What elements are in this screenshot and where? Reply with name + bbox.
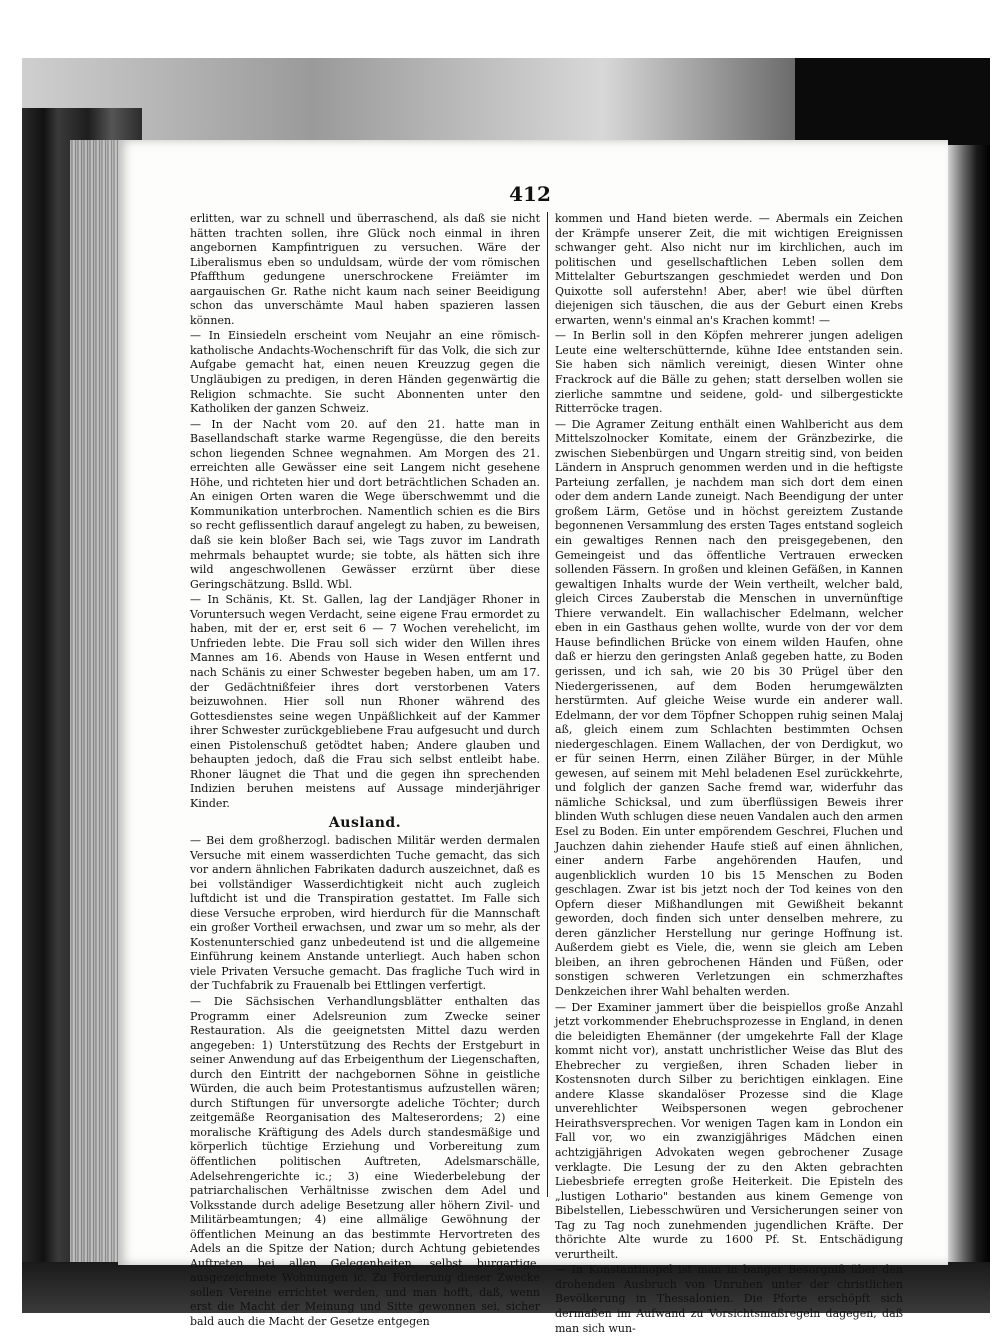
- article-paragraph: — In Konstantinopel ist man in banger Besorgniß über den drohenden Ausbruch von Unruhen unter der christlichen Bevölkerung in Thessalonien. Die Pforte erschöpft sich dermaßen im Aufwand zu Vorsichtsmaßregeln dagegen, daß man sich wun-: [555, 1263, 903, 1335]
- article-paragraph: — Die Sächsischen Verhandlungsblätter enthalten das Programm einer Adelsreunion zum Zwecke seiner Restauration. Als die geeignetsten Mittel dazu werden angegeben: 1) Unterstützung des Rechts der Erstgeburt in seiner Anwendung auf das Erbeigenthum der Liegenschaften, durch den Eintritt der nachgebornen Söhne in geistliche Würden, die auch beim Protestantismus aufzustellen wären; durch Stiftungen für unversorgte adeliche Töchter; durch zeitgemäße Reorganisation des Malteserordens; 2) eine moralische Kräftigung des Adels durch standesmäßige und körperlich tüchtige Erziehung und Vorbereitung zum öffentlichen politischen Auftreten, Adelsmarschälle, Adelsehrengerichte ic.; 3) eine Wiederbelebung der patriarchalischen Verhältnisse zwischen dem Adel und Volksstande durch adelige Besetzung aller höhern Zivil- und Militärbeamtungen; 4) eine allmälige Gewöhnung der öffentlichen Meinung an das bestimmte Hervortreten des Adels an die Spitze der Nation; durch Achtung gebietendes Auftreten bei allen Gelegenheiten, selbst burgartige, ausgezeichnete Wohnungen ic. Zu Förderung dieser Zwecke sollen Vereine errichtet werden, und man hofft, daß, wenn erst die Macht der Meinung und Sitte gewonnen sei, sicher bald auch die Macht der Gesetze entgegen: [190, 994, 540, 1329]
- article-paragraph: — In Berlin soll in den Köpfen mehrerer jungen adeligen Leute eine welterschütternde, kühne Idee entstanden sein. Sie haben sich nämlich vereinigt, diesen Winter ohne Frackrock auf die Bälle zu gehen; statt derselben wollen sie zierliche sammtne und seidene, gold- und silbergestickte Ritterröcke tragen.: [555, 329, 903, 416]
- section-heading: Ausland.: [328, 815, 402, 832]
- article-paragraph: — Der Examiner jammert über die beispiellos große Anzahl jetzt vorkommender Ehebruchsprozesse in England, in denen die beleidigten Ehemänner (der umgekehrte Fall der Klage kommt nicht vor), anstatt unchristlicher Weise das Blut des Ehebrecher zu vergießen, ihren Schaden lieber in Kostensnoten durch Silber zu berichtigen einklagen. Eine andere Klasse skandalöser Prozesse sind die Klage unverehlichter Weibspersonen wegen gebrochener Heirathsversprechen. Vor wenigen Tagen kam in London ein Fall vor, wo ein zwanzigjähriges Mädchen einen achtzigjährigen Advokaten wegen gebrochener Zusage verklagte. Die Lesung der zu den Akten gebrachten Liebesbriefe erregten große Heiterkeit. Die Episteln des „lustigen Lothario" bestanden aus kinem Gemenge von Bibelstellen, Liebesschwüren und Versicherungen seiner von Tag zu Tag noch zunehmenden jugendlichen Kräfte. Der thörichte Alte wurde zu 1600 Pf. St. Entschädigung verurtheilt.: [555, 1000, 903, 1261]
- column-divider: [547, 212, 548, 1197]
- book-right-edge: [945, 145, 990, 1313]
- page-number: 412: [509, 182, 551, 206]
- article-paragraph: — Die Agramer Zeitung enthält einen Wahlbericht aus dem Mittelszolnocker Komitate, einem der Gränzbezirke, die zwischen Siebenbürgen und Ungarn streitig sind, von beiden Ländern in Anspruch genommen werden und in die heftigste Parteiung zerfallen, je nachdem man sich dort dem einen oder dem andern Lande zuneigt. Nach Beendigung der unter großem Lärm, Getöse und in höchst gereiztem Zustande begonnenen Versammlung des ersten Tages entstand sogleich ein gewaltiges Rennen nach den preisgegebenen, den Gemeingeist und das öffentliche Vertrauen erwecken sollenden Fässern. In großen und kleinen Gefäßen, in Kannen gewaltigen Inhalts wurde der Wein vertheilt, welcher bald, gleich Circes Zauberstab die Menschen in unvernünftige Thiere verwandelt. Ein wallachischer Edelmann, welcher eben in ein Gasthaus gehen wollte, wurde von der vor dem Hause befindlichen Brücke von einem wilden Haufen, ohne daß er hierzu den geringsten Anlaß gegeben hatte, zu Boden gerissen, und ich sah, wie 20 bis 30 Prügel über den Niedergerissenen, auf dem Boden herumgewälzten herstürmten. Auf gleiche Weise wurde ein anderer wall. Edelmann, der vor dem Töpfner Schoppen ruhig seinen Malaj aß, gleich einem zum Schlachten bestimmten Ochsen niedergeschlagen. Einem Wallachen, der von Derdigkut, wo er für seinen Herrn, einen Ziläher Bürger, in der Mühle gewesen, auf seinem mit Mehl beladenen Esel zurückkehrte, und folglich der ganzen Sache fremd war, widerfuhr das nämliche Schicksal, und zum überflüssigen Beweis ihrer blinden Wuth schlugen diese neuen Vandalen auch den armen Esel zu Boden. Ein unter empörendem Geschrei, Fluchen und Jauchzen dahin ziehender Haufe stieß auf einen ähnlichen, einer andern Farbe angehörenden Haufen, und augenblicklich wurden 10 bis 15 Menschen zu Boden geschlagen. Zwar ist bis jetzt noch der Tod keines von den Opfern dieser Mißhandlungen mit Gewißheit bekannt geworden, doch finden sich unter denselben mehrere, zu deren gänzlicher Herstellung nur geringe Hoffnung ist. Außerdem giebt es Viele, die, wenn sie gleich am Leben bleiben, an ihren gebrochenen Händen und Füßen, oder sonstigen schweren Verletzungen ein schmerzhaftes Denkzeichen ihrer Wahl behalten werden.: [555, 417, 903, 998]
- article-paragraph: erlitten, war zu schnell und überraschend, als daß sie nicht hätten trachten sollen, ihre Glück noch einmal in ihren angebornen Kampfintriguen zu versuchen. Wäre der Liberalismus eben so unduldsam, würde der vom römischen Pfaffthum gedungene unerschrockene Freiämter im aargauischen Gr. Rathe nicht kaum nach seiner Beeidigung schon das unverschämte Maul haben spazieren lassen können.: [190, 212, 540, 327]
- article-paragraph: kommen und Hand bieten werde. — Abermals ein Zeichen der Krämpfe unserer Zeit, die mit wichtigen Ereignissen schwanger geht. Also nicht nur im kirchlichen, auch im politischen und gesellschaftlichen Leben sollen dem Mittelalter Geburtszangen geschmiedet werden und Don Quixotte soll auferstehn! Aber, aber! wie übel dürften diejenigen sich täuschen, die aus der Geburt einen Krebs erwarten, wenn's einmal an's Krachen kommt! —: [555, 212, 903, 327]
- left-column: [190, 212, 540, 1330]
- right-column: [555, 212, 903, 1336]
- article-paragraph: — In Schänis, Kt. St. Gallen, lag der Landjäger Rhoner in Voruntersuch wegen Verdacht, seine eigene Frau ermordet zu haben, mit der er, erst seit 6 — 7 Wochen verehelicht, im Unfrieden lebte. Die Frau soll sich wider den Willen ihres Mannes am 16. Abends von Hause in Wesen entfernt und nach Schänis zu einer Schwester begeben haben, um am 17. der Gedächtnißfeier ihres dort verstorbenen Vaters beizuwohnen. Hier soll nun Rhoner während des Gottesdienstes seine wegen Unpäßlichkeit auf der Kammer ihrer Schwester zurückgebliebene Frau aufgesucht und durch einen Pistolenschuß getödtet haben; Andere glauben und behaupten jedoch, daß die Frau sich selbst entleibt habe. Rhoner läugnet die That und die gegen ihn sprechenden Indizien beruhen meistens auf Aussage minderjähriger Kinder.: [190, 593, 540, 810]
- article-paragraph: — Bei dem großherzogl. badischen Militär werden dermalen Versuche mit einem wasserdichten Tuche gemacht, das sich vor andern ähnlichen Fabrikaten dadurch auszeichnet, daß es bei vollständiger Wasserdichtigkeit nicht auch zugleich luftdicht ist und die Transpiration gestattet. Im Falle sich diese Versuche erproben, wird hierdurch für die Mannschaft ein großer Vortheil erwachsen, und zwar um so mehr, als der Kostenunterschied ganz unbedeutend ist und die allgemeine Einführung keinem Anstande unterliegt. Auch haben schon viele Privaten Versuche gemacht. Das fragliche Tuch wird in der Tuchfabrik zu Frauenalb bei Ettlingen verfertigt.: [190, 833, 540, 993]
- scan-background-corner: [795, 58, 990, 153]
- article-paragraph: — In Einsiedeln erscheint vom Neujahr an eine römisch-katholische Andachts-Wochenschrift für das Volk, die sich zur Aufgabe gemacht hat, einen neuen Kreuzzug gegen die Ungläubigen zu predigen, in deren Händen gegenwärtig die Religion schmachte. Sie sucht Abonnenten unter den Katholiken der ganzen Schweiz.: [190, 329, 540, 416]
- article-paragraph: — In der Nacht vom 20. auf den 21. hatte man in Basellandschaft starke warme Regengüsse, die den bereits schon liegenden Schnee wegnahmen. Am Morgen des 21. erreichten alle Gewässer eine seit Langem nicht gesehene Höhe, und richteten hier und dort beträchtlichen Schaden an. An einigen Orten waren die Wege überschwemmt und die Kommunikation unterbrochen. Namentlich schien es die Birs so recht geflissentlich darauf angelegt zu haben, zu beweisen, daß sie kein bloßer Bach sei, wie Tags zuvor im Landrath mehrmals behauptet wurde; sie tobte, als hätten sich ihre wild angeschwollenen Gewässer erzürnt über diese Geringschätzung. Bslld. Wbl.: [190, 417, 540, 591]
